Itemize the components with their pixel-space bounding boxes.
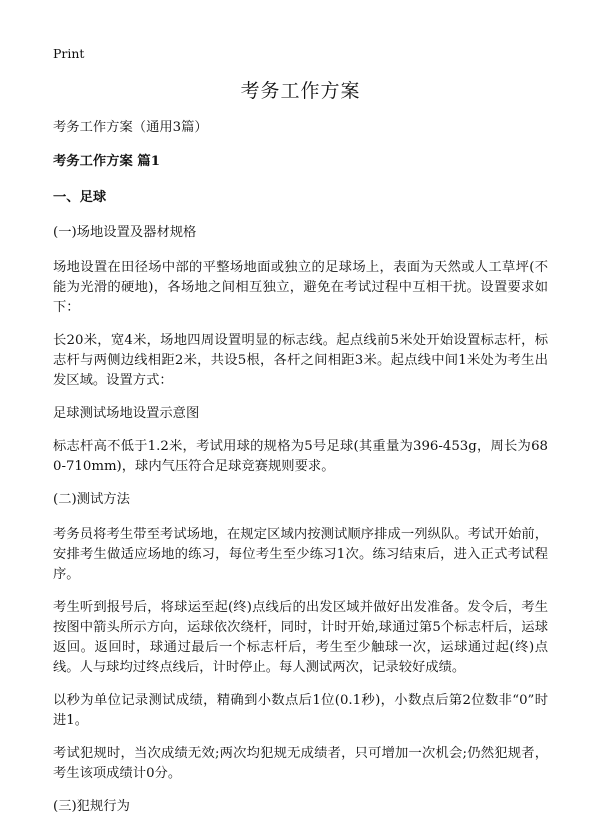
paragraph-fouls: 考试犯规时，当次成绩无效;两次均犯规无成绩者，只可增加一次机会;仍然犯规者，考生该项成绩计0分。 — [53, 746, 548, 781]
print-label: Print — [53, 46, 85, 61]
paragraph-diagram-caption: 足球测试场地设置示意图 — [53, 406, 200, 421]
document-title: 考务工作方案 — [240, 80, 361, 102]
paragraph-equipment: 标志杆高不低于1.2米，考试用球的规格为5号足球(其重量为396-453g，周长为680-710mm)，球内气压符合足球竞赛规则要求。 — [53, 439, 548, 474]
paragraph-venue-setup: 场地设置在田径场中部的平整场地面或独立的足球场上，表面为天然或人工草坪(不能为光滑的硬地)，各场地之间相互独立，避免在考试过程中互相干扰。设置要求如下： — [53, 260, 548, 315]
section-heading: 考务工作方案 篇1 — [53, 154, 160, 169]
paragraph-scoring: 以秒为单位记录测试成绩，精确到小数点后1位(0.1秒)，小数点后第2位数非“0”时进1。 — [53, 693, 548, 728]
sub-heading-foul-behaviors: (三)犯规行为 — [53, 799, 130, 814]
sub-heading-test-method: (二)测试方法 — [53, 492, 130, 507]
paragraph-test-procedure: 考生听到报号后，将球运至起(终)点线后的出发区域并做好出发准备。发令后，考生按图中箭头所示方向，运球依次绕杆，同时，计时开始,球通过第5个标志杆后，运球返回。返回时，球通过最后一个标志杆后，考生至少触球一次，运球通过起(终)点线。人与球均过终点线后，计时停止。每人测试两次，记录较好成绩。 — [53, 600, 548, 675]
document-subtitle: 考务工作方案（通用3篇） — [53, 120, 208, 135]
heading-football: 一、足球 — [53, 190, 107, 205]
paragraph-test-preparation: 考务员将考生带至考试场地，在规定区域内按测试顺序排成一列纵队。考试开始前，安排考生做适应场地的练习，每位考生至少练习1次。练习结束后，进入正式考试程序。 — [53, 527, 548, 582]
sub-heading-venue: (一)场地设置及器材规格 — [53, 225, 197, 240]
paragraph-field-dimensions: 长20米，宽4米，场地四周设置明显的标志线。起点线前5米处开始设置标志杆，标志杆与两侧边线相距2米，共设5根，各杆之间相距3米。起点线中间1米处为考生出发区域。设置方式： — [53, 333, 548, 388]
